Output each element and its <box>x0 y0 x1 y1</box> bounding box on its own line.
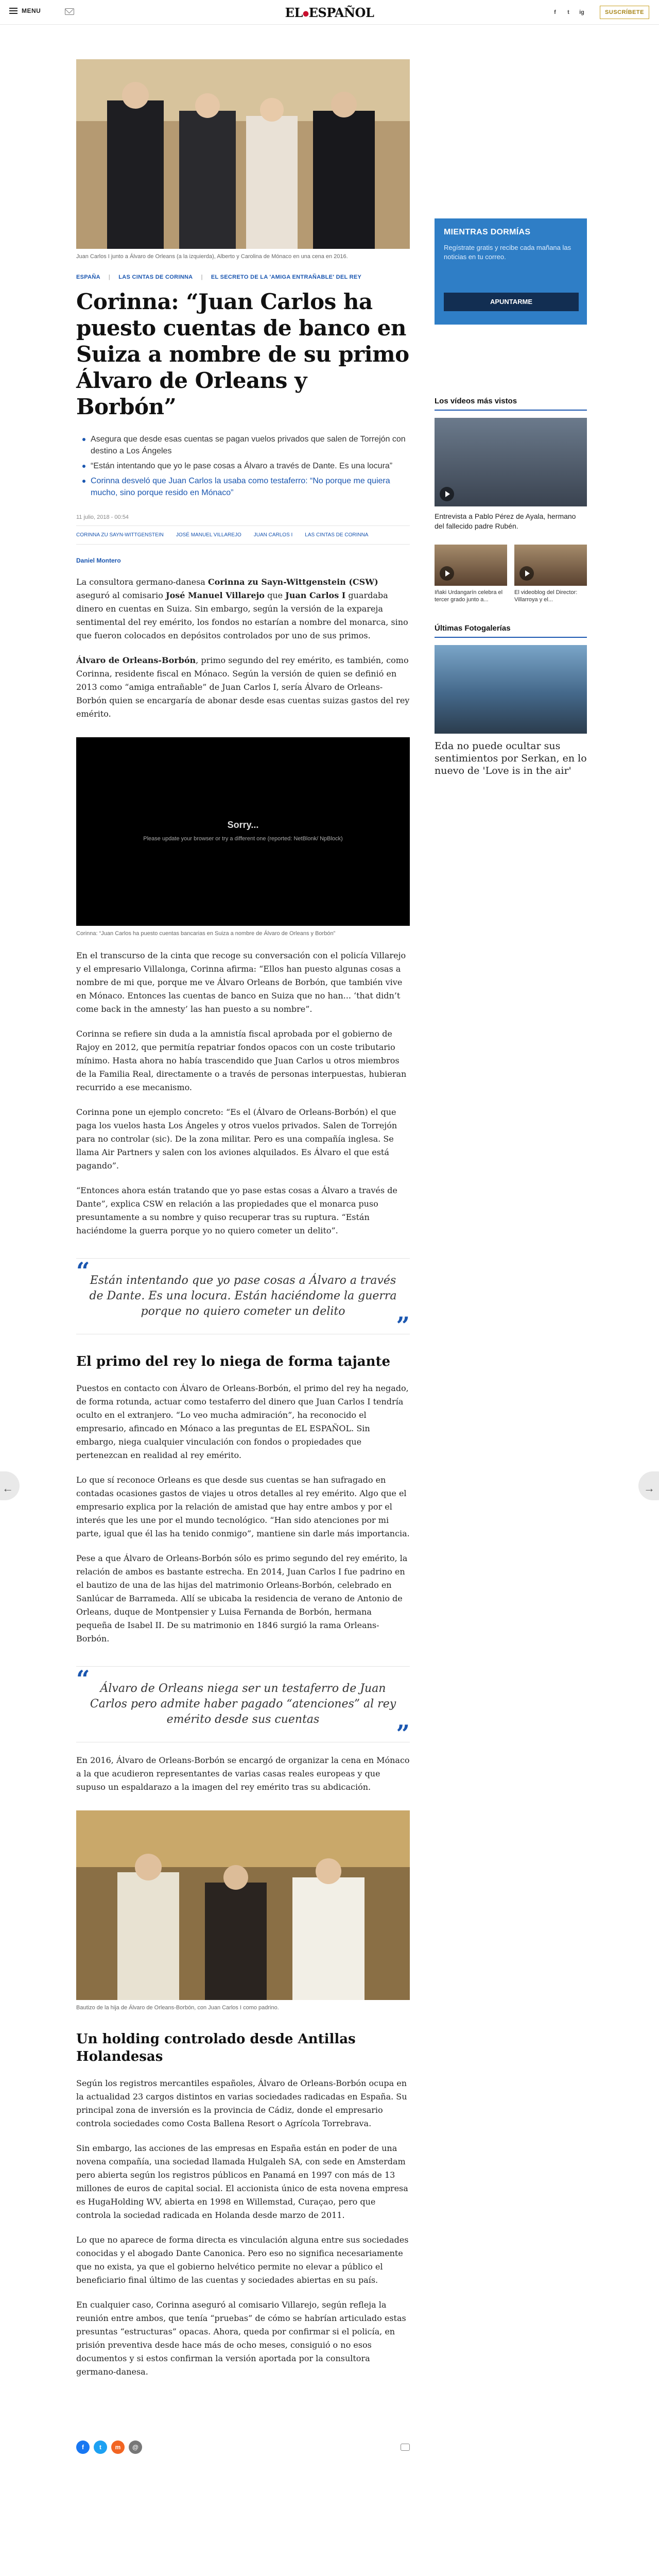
logo-el: EL <box>285 5 303 20</box>
paragraph: “Entonces ahora están tratando que yo pase estas cosas a Álvaro a través de Dante”, explica CSW en relación a las propiedades que el monarca puso presuntamente a su nombre y quiso recuperar tras su ruptura. “Están haciéndome la guerra porque yo no quiero cometer un delito”. <box>76 1185 397 1235</box>
pull-quote-text: Álvaro de Orleans niega ser un testaferro de Juan Carlos pero admite haber pagado “atenciones” al rey emérito desde sus cuentas <box>90 1682 396 1726</box>
pull-quote <box>76 1257 410 1340</box>
paragraph <box>76 575 410 642</box>
author-name[interactable]: Daniel Montero <box>76 557 121 564</box>
section-divider <box>435 410 587 411</box>
paragraph: Pese a que Álvaro de Orleans-Borbón sólo es primo segundo del rey emérito, la relación de ambos es bastante estrecha. En 2014, Juan Carlos I fue padrino en el bautizo de una de las hijas del matrimonio Orleans-Borbón, celebrado en Sanlúcar de Barrameda. Allí se ubicaba la residencia de verano de Antonio de Orleans, duque de Montpensier y Luisa Fernanda de Borbón, hermana pequeña de Isabel II. De su matrimonio en 1846 surgió la rama Orleans-Borbón. <box>76 1553 408 1643</box>
share-meneame-icon[interactable]: m <box>111 2441 125 2454</box>
twitter-icon[interactable]: t <box>567 9 569 15</box>
paragraph: Según los registros mercantiles españoles, Álvaro de Orleans-Borbón ocupa en la actualidad 23 cargos distintos en varias sociedades radicadas en España. Su principal zona de inversión es la provincia de Cádiz, donde el empresario controla sociedades como Costa Ballena Resort o Agrícola Torrebrava. <box>76 2078 407 2128</box>
paragraph: Lo que sí reconoce Orleans es que desde sus cuentas se han sufragado en contadas ocasiones gastos de viajes u otros detalles al rey emérito. Algo que el empresario explica por la relación de amistad que hay entre ambos y por el interés que les une por el mundo tecnológico. “Han sido atenciones por mi parte, igual que él las ha tenido conmigo”, mantiene sin darle más importancia. <box>76 1475 410 1538</box>
gallery-image[interactable] <box>435 645 587 734</box>
facebook-icon[interactable]: f <box>554 9 556 15</box>
paragraph <box>76 654 410 721</box>
play-icon <box>440 487 454 501</box>
promo-text: Regístrate gratis y recibe cada mañana las noticias en tu correo. <box>444 244 571 261</box>
newsletter-signup-button[interactable]: APUNTARME <box>444 293 579 311</box>
keyword-link[interactable]: CORINNA ZU SAYN-WITTGENSTEIN <box>76 532 164 538</box>
menu-button[interactable] <box>9 7 41 14</box>
paragraph: Corinna se refiere sin duda a la amnistía fiscal aprobada por el gobierno de Rajoy en 2012, que permitía repatriar fondos opacos con un coste tributario mínimo. Hasta ahora no había trascendido que Juan Carlos u otros miembros de la Familia Real, directamente o a través de personas interpuestas, hubieran recurrido a ese mecanismo. <box>76 1029 407 1092</box>
video-item[interactable] <box>514 545 587 603</box>
share-facebook-icon[interactable]: f <box>76 2441 90 2454</box>
text-run: guardaba dinero en cuentas en Suiza. Sin embargo, según la versión de la expareja sentimental del rey emérito, los fondos no estarían a nombre del monarca, sino que fueron colocados en depósitos controlados por uno de sus primos. <box>76 590 408 640</box>
paragraph: Corinna pone un ejemplo concreto: “Es el (Álvaro de Orleans-Borbón) el que paga los vuelos hasta Los Ángeles y otros vuelos privados. Salen de Torrejón para no controlar (sic). De la zona militar. Pero es una compañía inglesa. Se llama Air Partners y salen con los aviones alquilados. Es Álvaro el que está pagando”. <box>76 1107 397 1171</box>
mail-icon[interactable] <box>65 8 74 15</box>
site-logo[interactable] <box>278 5 381 20</box>
video-thumbnail <box>514 545 587 586</box>
video-player[interactable] <box>76 737 410 926</box>
summary-bullet: “Están intentando que yo le pase cosas a Álvaro a través de Dante. Es una locura” <box>91 460 410 472</box>
arrow-left-icon: ← <box>2 1482 13 1495</box>
social-links <box>551 9 585 16</box>
play-icon <box>519 566 534 581</box>
baptism-caption: Bautizo de la hija de Álvaro de Orleans-Borbón, con Juan Carlos I como padrino. <box>76 2005 279 2011</box>
baptism-image <box>76 1810 410 2000</box>
hero-image <box>76 59 410 249</box>
paragraph: Puestos en contacto con Álvaro de Orleans-Borbón, el primo del rey ha negado, de forma rotunda, actuar como testaferro del dinero que Juan Carlos I tendría oculto en el extranjero. “Lo veo mucha admiración”, ha reconocido el empresario, afincado en Mónaco a las preguntas de EL ESPAÑOL. Sin embargo, niega cualquier vinculación con fondos o propiedades que pertenezcan en realidad al rey emérito. <box>76 1383 409 1460</box>
publish-date: 11 julio, 2018 - 00:54 <box>76 514 129 520</box>
close-quote-icon: ” <box>396 1312 410 1340</box>
text-run: La consultora germano-danesa <box>76 577 208 587</box>
section-tags <box>76 274 410 280</box>
bold-run: Álvaro de Orleans-Borbón <box>76 655 196 665</box>
next-article-button[interactable] <box>638 1471 659 1500</box>
summary-bullets <box>76 433 410 499</box>
tag-separator: | <box>201 274 203 280</box>
sidebar <box>435 218 587 777</box>
section-heading: Un holding controlado desde Antillas Holandesas <box>76 2031 356 2064</box>
videos-block <box>435 397 587 603</box>
video-error-message: Please update your browser or try a different one (reported: NetBlonk/ NpBlock) <box>143 836 343 842</box>
text-run: , primo segundo del rey emérito, es también, como Corinna, residente fiscal en Mónaco. Según la versión de quien se definió en 2013 como “amiga entrañable” de Juan Carlos I, sería Álvaro de Orleans-Borbón quien se encargaría de abonar desde esas cuentas suizas gastos del rey emérito. <box>76 655 410 719</box>
gallery-caption[interactable]: Eda no puede ocultar sus sentimientos por Serkan, en lo nuevo de 'Love is in the air' <box>435 740 587 776</box>
bold-run: José Manuel Villarejo <box>166 590 265 600</box>
arrow-right-icon: → <box>644 1482 655 1495</box>
baptism-photo-icon <box>76 1810 410 2000</box>
article-body <box>76 575 410 2379</box>
logo-espanol: ESPAÑOL <box>308 5 374 20</box>
video-caption: Corinna: “Juan Carlos ha puesto cuentas bancarias en Suiza a nombre de Álvaro de Orleans y Borbón” <box>76 930 336 937</box>
keyword-link[interactable]: JOSÉ MANUEL VILLAREJO <box>176 532 241 538</box>
share-twitter-icon[interactable]: t <box>94 2441 107 2454</box>
article-title: Corinna: “Juan Carlos ha puesto cuentas de banco en Suiza a nombre de su primo Álvaro de Orleans y Borbón” <box>76 289 409 419</box>
featured-video-caption[interactable]: Entrevista a Pablo Pérez de Ayala, hermano del fallecido padre Rubén. <box>435 512 576 530</box>
text-run: que <box>264 590 286 600</box>
newsletter-promo <box>435 218 587 325</box>
bold-run: Corinna zu Sayn-Wittgenstein (CSW) <box>207 577 378 587</box>
tag-espana[interactable]: ESPAÑA <box>76 274 100 280</box>
open-quote-icon: “ <box>76 1665 90 1693</box>
hero-photo-figures-icon <box>76 59 410 249</box>
keyword-link[interactable]: LAS CINTAS DE CORINNA <box>305 532 369 538</box>
close-quote-icon: ” <box>396 1720 410 1748</box>
video-error-title: Sorry... <box>227 820 259 830</box>
keyword-bar <box>76 526 410 545</box>
gallery-block <box>435 624 587 777</box>
summary-bullet: Asegura que desde esas cuentas se pagan vuelos privados que salen de Torrejón con destino a Los Ángeles <box>91 433 410 457</box>
paragraph: En el transcurso de la cinta que recoge su conversación con el policía Villarejo y el empresario Villalonga, Corinna afirma: “Ellos han puesto algunas cosas a nombre de mi que, porque me ve Álvaro Orleans de Borbón, que también vive en Mónaco. Entonces las cuentas de banco en Suiza que no han... ‘that didn’t come back in the amnesty’ las han puesto a su nombre”. <box>76 951 406 1014</box>
share-bar <box>76 2441 410 2454</box>
pull-quote <box>76 1665 410 1748</box>
gallery-title: Últimas Fotogalerías <box>435 624 511 633</box>
video-thumbnail <box>435 545 507 586</box>
comments-icon[interactable] <box>401 2444 410 2451</box>
open-quote-icon: “ <box>76 1257 90 1285</box>
text-run: aseguró al comisario <box>76 590 166 600</box>
top-navbar <box>0 0 659 25</box>
subscribe-button[interactable]: SUSCRÍBETE <box>600 6 649 19</box>
tag-cintas[interactable]: LAS CINTAS DE CORINNA <box>118 274 193 280</box>
section-heading: El primo del rey lo niega de forma tajante <box>76 1354 391 1369</box>
video-item[interactable] <box>435 545 507 603</box>
share-email-icon[interactable]: @ <box>129 2441 142 2454</box>
hamburger-icon <box>9 8 18 14</box>
pull-quote-text: Están intentando que yo pase cosas a Álvaro a través de Dante. Es una locura. Están haciéndome la guerra porque no quiero cometer un delito <box>89 1274 397 1318</box>
paragraph: En cualquier caso, Corinna aseguró al comisario Villarejo, según refleja la reunión entre ambos, que tenía “pruebas” de cómo se habrían articulado estas presuntas “estructuras” opacas. Ahora, queda por confirmar si el policía, en prisión preventiva desde hace más de ocho meses, consiguió o no esos documentos y si estos confirman la versión aportada por la consultora germano-danesa. <box>76 2300 406 2377</box>
tag-secreto[interactable]: EL SECRETO DE LA 'AMIGA ENTRAÑABLE' DEL REY <box>211 274 362 280</box>
menu-label: MENU <box>22 7 41 14</box>
video-caption: El videoblog del Director: Villarroya y el... <box>514 589 578 603</box>
bold-run: Juan Carlos I <box>285 590 346 600</box>
paragraph: Sin embargo, las acciones de las empresas en España están en poder de una novena compañía, una sociedad llamada Hulgaleh SA, con sede en Amsterdam pero abierta según los registros públicos en Panamá en 1997 con más de 13 millones de euros de capital social. El accionista único de esta novena empresa es HugaHolding WV, abierta en 1998 en Willemstad, Curaçao, pero que controla la sociedad radicada en Holanda desde marzo de 2011. <box>76 2143 408 2220</box>
instagram-icon[interactable]: ig <box>579 9 584 15</box>
featured-video[interactable] <box>435 418 587 506</box>
hero-caption: Juan Carlos I junto a Álvaro de Orleans (a la izquierda), Alberto y Carolina de Mónaco en una cena en 2016. <box>76 253 348 260</box>
summary-bullet-link[interactable]: Corinna desveló que Juan Carlos la usaba como testaferro: “No porque me quiera mucho, sino porque resido en Mónaco” <box>91 475 410 499</box>
paragraph: En 2016, Álvaro de Orleans-Borbón se encargó de organizar la cena en Mónaco a la que acudieron representantes de varias casas reales europeas y que supuso un espaldarazo a la imagen del rey emérito tras su abdicación. <box>76 1755 410 1792</box>
videos-title: Los vídeos más vistos <box>435 397 517 405</box>
tag-separator: | <box>108 274 111 280</box>
video-list <box>435 545 587 603</box>
video-caption: Iñaki Urdangarín celebra el tercer grado junto a... <box>435 589 503 603</box>
promo-title: MIENTRAS DORMÍAS <box>444 228 531 236</box>
play-icon <box>440 566 454 581</box>
section-divider <box>435 637 587 638</box>
keyword-link[interactable]: JUAN CARLOS I <box>253 532 293 538</box>
logo-dot-icon: ● <box>302 9 309 18</box>
previous-article-button[interactable] <box>0 1471 20 1500</box>
article <box>76 59 410 2454</box>
paragraph: Lo que no aparece de forma directa es vinculación alguna entre sus sociedades conocidas y el abogado Dante Canonica. Pero eso no significa necesariamente que no exista, ya que el gobierno helvético permite no elevar a público el beneficiario final último de las cuentas y sociedades abiertas en su país. <box>76 2235 409 2285</box>
